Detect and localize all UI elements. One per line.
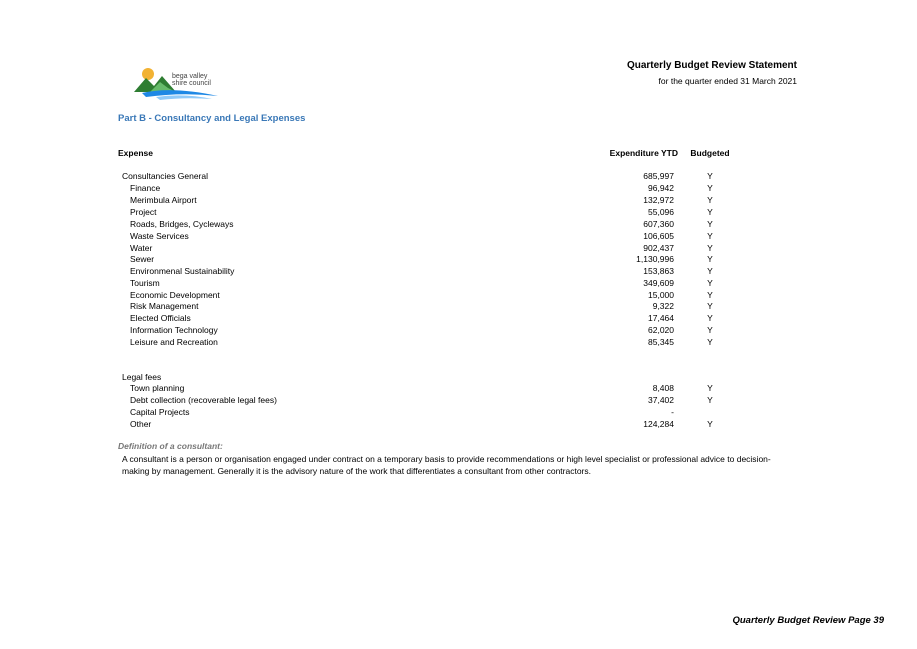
logo-text-line2: shire council [172, 80, 211, 87]
row-value: 153,863 [643, 266, 674, 276]
table-row [118, 324, 738, 336]
page-footer: Quarterly Budget Review Page 39 [732, 615, 884, 626]
row-label: Town planning [130, 383, 185, 393]
definition-text: A consultant is a person or organisation engaged under contract on a temporary basis to provide recommendations or high level specialist or professional advice to decision-making by management. Generally it is the advisory nature of the work that differentiates a consultant from other contractors. [122, 454, 771, 476]
table-row [118, 406, 738, 418]
column-header-budgeted: Budgeted [690, 148, 730, 158]
row-value: 96,942 [648, 183, 674, 193]
row-budgeted: Y [707, 219, 713, 229]
table-row [118, 277, 738, 289]
row-value: 124,284 [643, 419, 674, 429]
expense-table [118, 0, 738, 649]
row-value: 132,972 [643, 195, 674, 205]
row-budgeted: Y [707, 419, 713, 429]
row-value: 1,130,996 [636, 254, 674, 264]
row-value: 37,402 [648, 395, 674, 405]
row-value: 85,345 [648, 337, 674, 347]
row-budgeted: Y [707, 278, 713, 288]
row-label: Elected Officials [130, 313, 191, 323]
table-row [118, 312, 738, 324]
row-value: 15,000 [648, 290, 674, 300]
row-budgeted: Y [707, 266, 713, 276]
row-label: Environmenal Sustainability [130, 266, 235, 276]
table-row [118, 300, 738, 312]
row-budgeted: Y [707, 171, 713, 181]
row-value: 8,408 [652, 383, 674, 393]
column-header-expenditure-ytd: Expenditure YTD [609, 148, 678, 158]
row-budgeted: Y [707, 290, 713, 300]
row-label: Other [130, 419, 152, 429]
row-label: Debt collection (recoverable legal fees) [130, 395, 277, 405]
row-label: Capital Projects [130, 407, 190, 417]
row-budgeted: Y [707, 254, 713, 264]
row-label: Risk Management [130, 301, 199, 311]
row-budgeted: Y [707, 183, 713, 193]
row-label: Tourism [130, 278, 160, 288]
row-value: 106,605 [643, 231, 674, 241]
row-value: 62,020 [648, 325, 674, 335]
report-subtitle: for the quarter ended 31 March 2021 [658, 76, 797, 86]
table-row [118, 418, 738, 430]
row-label: Legal fees [122, 372, 162, 382]
row-label: Roads, Bridges, Cycleways [130, 219, 234, 229]
table-row-consultancies-general [118, 170, 738, 182]
table-row [118, 218, 738, 230]
row-budgeted: Y [707, 195, 713, 205]
column-header-expense: Expense [118, 148, 153, 158]
report-title: Quarterly Budget Review Statement [626, 60, 797, 71]
row-value: 17,464 [648, 313, 674, 323]
row-budgeted: Y [707, 313, 713, 323]
row-budgeted: Y [707, 395, 713, 405]
table-row [118, 182, 738, 194]
row-budgeted: Y [707, 243, 713, 253]
table-row [118, 206, 738, 218]
row-value: 902,437 [643, 243, 674, 253]
row-budgeted: Y [707, 325, 713, 335]
row-budgeted: Y [707, 301, 713, 311]
section-title: Part B - Consultancy and Legal Expenses [118, 113, 306, 124]
row-budgeted: Y [707, 337, 713, 347]
table-row [118, 394, 738, 406]
row-value: 607,360 [643, 219, 674, 229]
table-row [118, 382, 738, 394]
row-budgeted: Y [707, 207, 713, 217]
row-label: Sewer [130, 254, 155, 264]
row-value: - [671, 407, 674, 417]
row-value: 349,609 [643, 278, 674, 288]
row-label: Waste Services [130, 231, 189, 241]
table-row [118, 253, 738, 265]
row-label: Project [130, 207, 157, 217]
row-label: Leisure and Recreation [130, 337, 218, 347]
table-row [118, 265, 738, 277]
row-label: Information Technology [130, 325, 218, 335]
row-budgeted: Y [707, 231, 713, 241]
logo-text-line1: bega valley [172, 73, 208, 80]
row-label: Consultancies General [122, 171, 208, 181]
row-value: 55,096 [648, 207, 674, 217]
row-label: Water [130, 243, 153, 253]
row-label: Economic Development [130, 290, 220, 300]
table-row [118, 230, 738, 242]
table-row [118, 336, 738, 348]
row-label: Finance [130, 183, 161, 193]
table-row [118, 194, 738, 206]
row-value: 685,997 [643, 171, 674, 181]
row-label: Merimbula Airport [130, 195, 197, 205]
row-budgeted: Y [707, 383, 713, 393]
definition-title: Definition of a consultant: [118, 441, 223, 451]
row-value: 9,322 [652, 301, 674, 311]
